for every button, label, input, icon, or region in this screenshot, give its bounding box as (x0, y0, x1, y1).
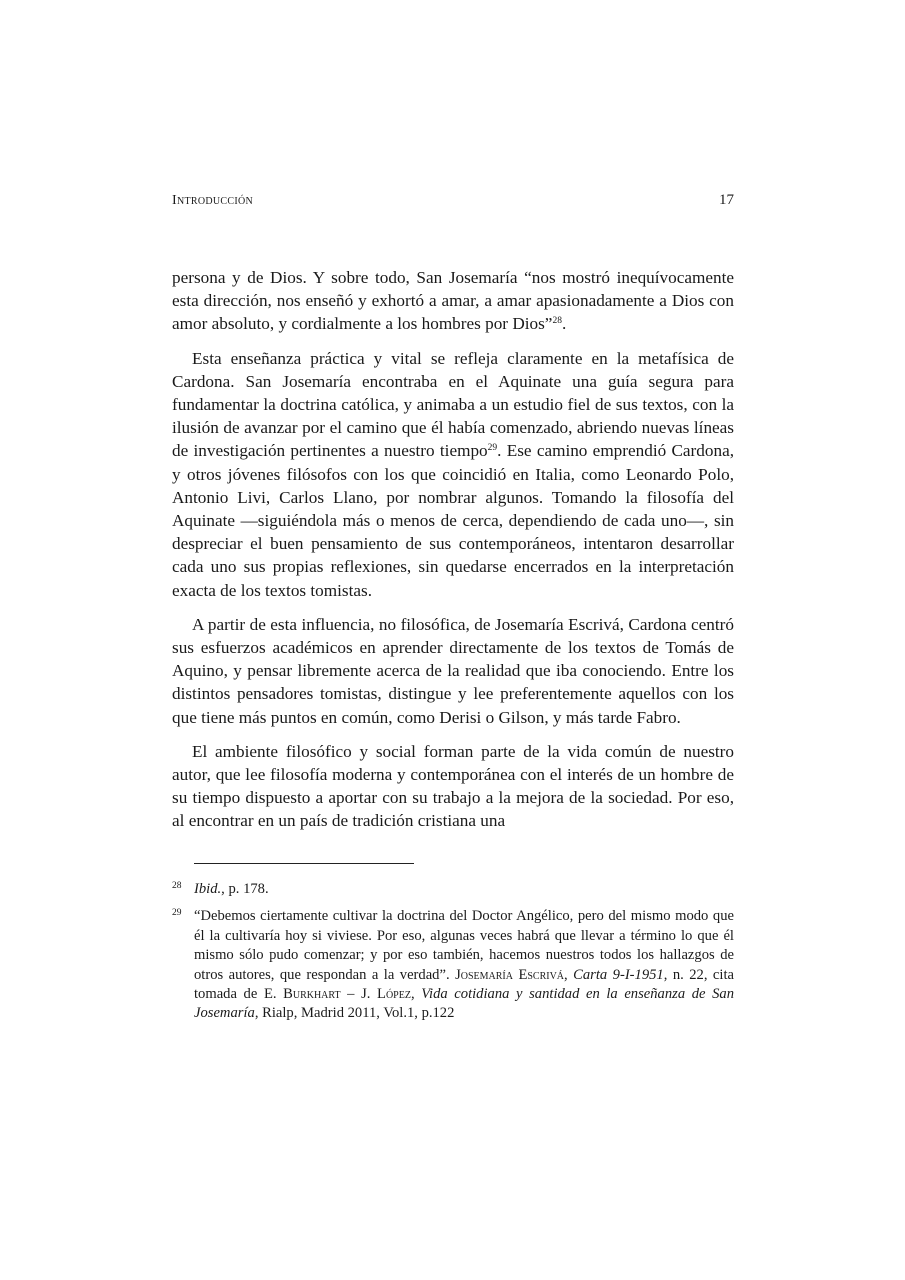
footnote-author: López (377, 986, 411, 1003)
paragraph-1-text: persona y de Dios. Y sobre todo, San Josemaría “nos mostró inequívocamente esta dirección, nos enseñó y exhortó a amar, a amar apasionadamente a Dios con amor absoluto, y cordialmente a los hombres por Dios” (172, 268, 734, 334)
footnote-author: Burkhart (283, 986, 341, 1003)
footnote-work-title: Vida cotidiana y santidad en la enseñanza de San Josemaría (194, 986, 734, 1022)
footnote-29 (172, 907, 734, 1023)
footnote-number: 28 (172, 881, 182, 891)
footnote-ref-28[interactable]: 28 (552, 316, 562, 327)
footnote-author: Josemaría Escrivá (455, 966, 565, 983)
footnote-separator-text: – J. (340, 986, 378, 1003)
footnote-28 (172, 880, 734, 899)
footnote-separator-text: , (564, 966, 574, 983)
body-text (172, 266, 734, 844)
footnote-separator-text: , (410, 986, 422, 1003)
footnote-citation: , n. 22, cita tomada de E. (194, 966, 734, 1003)
paragraph-2-rest: . Ese camino emprendió Cardona, y otros jóvenes filósofos con los que coincidió en Italia, como Leonardo Polo, Antonio Livi, Carlos Llano, por nombrar algunos. Tomando la filosofía del Aquinate —siguiéndola más o menos de cerca, dependiendo de cada uno—, sin despreciar el buen pensamiento de sus contemporáneos, intentaron desarrollar cada uno sus propias reflexiones, sin quedarse encerrados en la interpretación exacta de los textos tomistas. (172, 441, 734, 600)
footnote-ref-29[interactable]: 29 (487, 443, 498, 454)
footnote-number: 29 (172, 908, 182, 919)
footnote-italic: Ibid. (194, 881, 222, 897)
paragraph-3: A partir de esta influencia, no filosófica, de Josemaría Escrivá, Cardona centró sus esfuerzos académicos en aprender directamente de los textos de Tomás de Aquino, y pensar libremente acerca de la realidad que iba conociendo. Entre los distintos pensadores tomistas, distingue y lee preferentemente aquellos con los que tiene más puntos en común, como Derisi o Gilson, y más tarde Fabro. (172, 614, 734, 727)
running-head: Introducción (172, 193, 254, 208)
page-number: 17 (719, 192, 734, 208)
footnotes (172, 880, 734, 1032)
paragraph-4: El ambiente filosófico y social forman parte de la vida común de nuestro autor, que lee filosofía moderna y contemporánea con el interés de un hombre de su tiempo dispuesto a aportar con su trabajo a la mejora de la sociedad. Por eso, al encontrar en un país de tradición cristiana una (172, 741, 734, 831)
paragraph-2 (172, 347, 734, 602)
paragraph-1-end: . (561, 314, 567, 334)
paragraph-2-text: Esta enseñanza práctica y vital se refleja claramente en la metafísica de Cardona. San Josemaría encontraba en el Aquinate una guía segura para fundamentar la doctrina católica, y animaba a un estudio fiel de sus textos, con la ilusión de avanzar por el camino que él había comenzado, abriendo nuevas líneas de investigación pertinentes a nuestro tiempo (172, 348, 734, 461)
page-header (172, 192, 734, 209)
footnote-separator (194, 863, 414, 864)
footnote-text: , p. 178. (221, 881, 269, 897)
paragraph-1 (172, 266, 734, 336)
footnote-quote: “Debemos ciertamente cultivar la doctrina del Doctor Angélico, pero del mismo modo que él la cultivaría hoy si viviese. Por eso, algunas veces habrá que llevar a término lo que él mismo sólo pudo comenzar; y por eso también, hacemos nuestros todos los hallazgos de otros autores, que respondan a la verdad”. (194, 908, 734, 983)
footnote-work-title: Carta 9-I-1951 (573, 966, 664, 983)
footnote-publication: , Rialp, Madrid 2011, Vol.1, p.122 (254, 1005, 455, 1022)
